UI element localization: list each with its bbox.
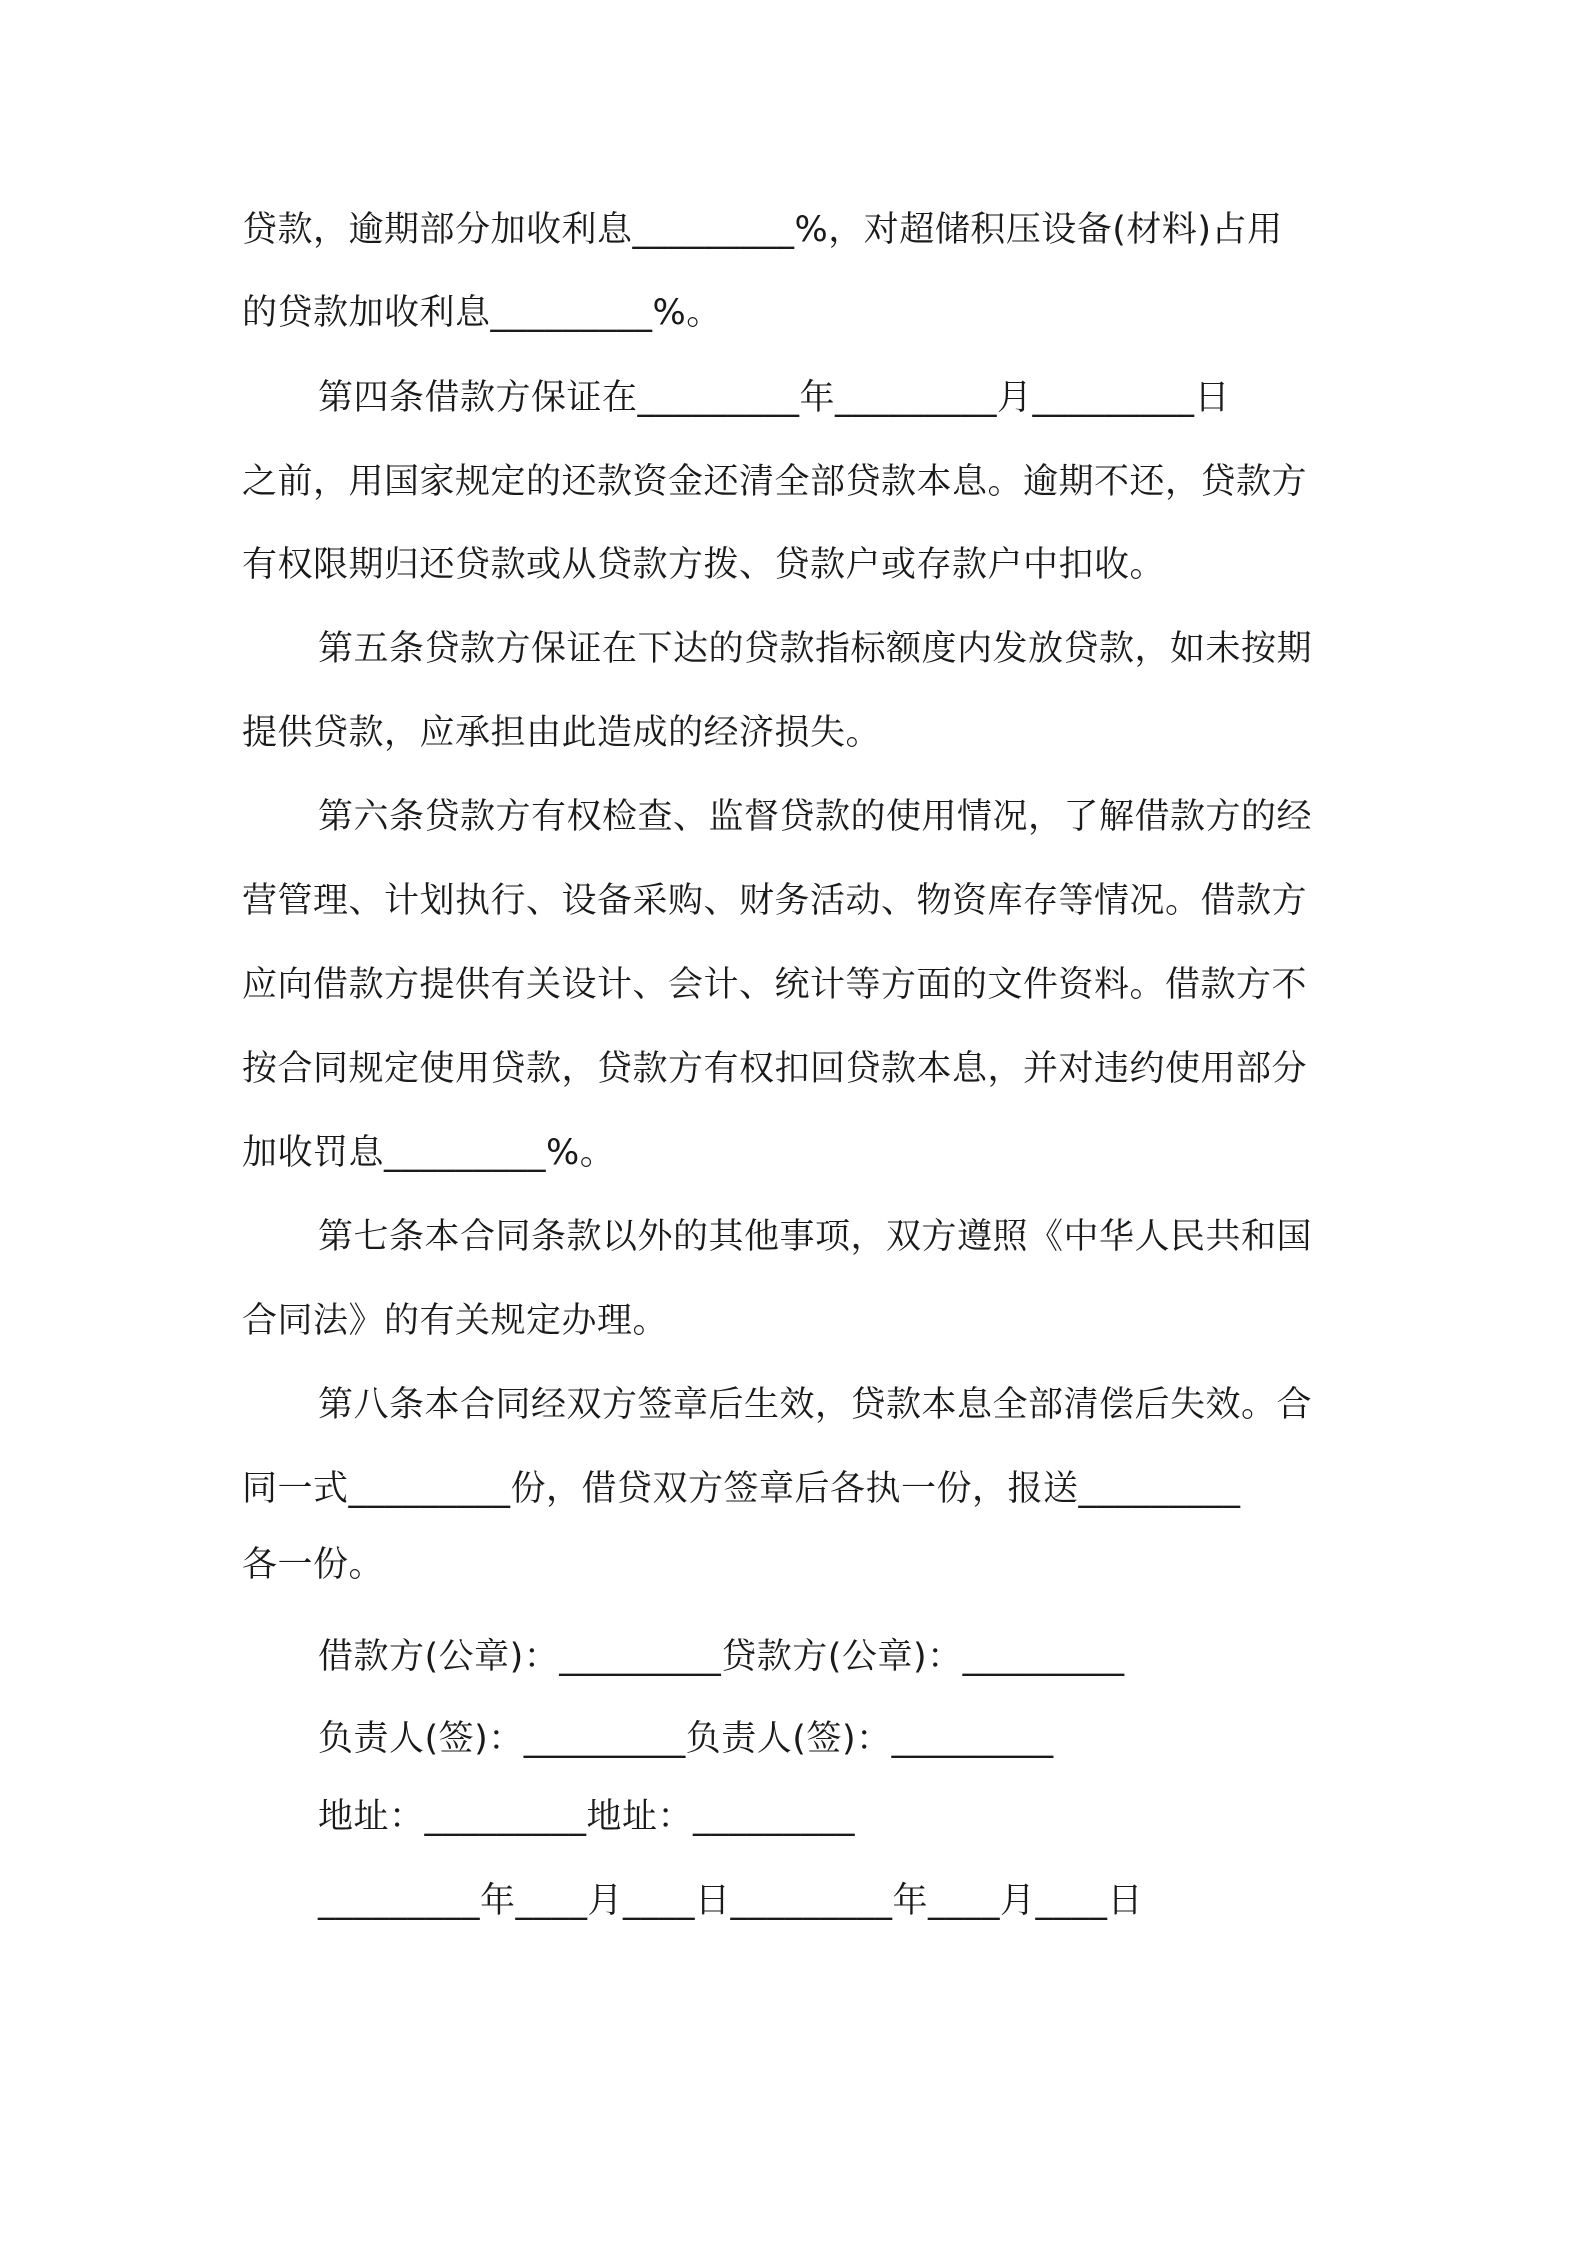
article-6-line: 第六条贷款方有权检查、监督贷款的使用情况，了解借款方的经 xyxy=(318,797,1313,837)
article-5-line: 第五条贷款方保证在下达的贷款指标额度内发放贷款，如未按期 xyxy=(318,629,1313,669)
signature-person-line: 负责人(签)：_________负责人(签)：_________ xyxy=(318,1719,1054,1759)
text-line: 的贷款加收利息_________%。 xyxy=(242,293,722,333)
signature-address-line: 地址：_________地址：_________ xyxy=(318,1797,856,1837)
text-line: 贷款，逾期部分加收利息_________%，对超储积压设备(材料)占用 xyxy=(242,210,1283,250)
text-line: 应向借款方提供有关设计、会计、统计等方面的文件资料。借款方不 xyxy=(242,965,1308,1005)
text-line: 合同法》的有关规定办理。 xyxy=(242,1301,669,1341)
text-line: 营管理、计划执行、设备采购、财务活动、物资库存等情况。借款方 xyxy=(242,881,1308,921)
text-line: 按合同规定使用贷款，贷款方有权扣回贷款本息，并对违约使用部分 xyxy=(242,1049,1308,1089)
text-line: 提供贷款，应承担由此造成的经济损失。 xyxy=(242,713,882,753)
text-line: 有权限期归还贷款或从贷款方拨、贷款户或存款户中扣收。 xyxy=(242,545,1166,585)
article-8-line: 第八条本合同经双方签章后生效，贷款本息全部清偿后失效。合 xyxy=(318,1385,1313,1425)
signature-date-line: _________年____月____日_________年____月____日 xyxy=(318,1881,1144,1921)
signature-seal-line: 借款方(公章)：_________贷款方(公章)：_________ xyxy=(318,1637,1125,1677)
article-4-line: 第四条借款方保证在_________年_________月_________日 xyxy=(318,378,1231,418)
text-line: 同一式_________份，借贷双方签章后各执一份，报送_________ xyxy=(242,1469,1241,1509)
text-line: 各一份。 xyxy=(242,1545,385,1585)
text-line: 加收罚息_________%。 xyxy=(242,1133,616,1173)
text-line: 之前，用国家规定的还款资金还清全部贷款本息。逾期不还，贷款方 xyxy=(242,462,1308,502)
article-7-line: 第七条本合同条款以外的其他事项，双方遵照《中华人民共和国 xyxy=(318,1217,1313,1257)
